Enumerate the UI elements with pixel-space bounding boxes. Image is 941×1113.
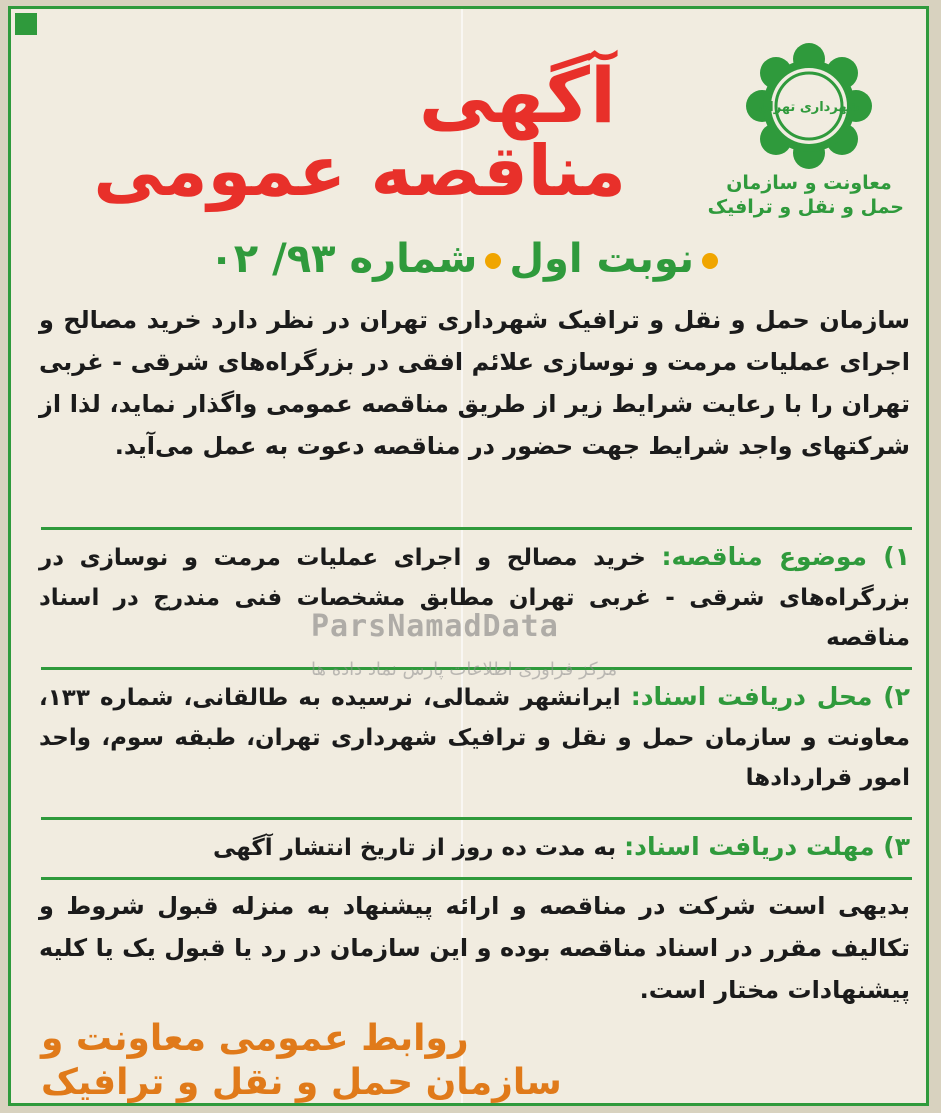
divider	[41, 877, 912, 880]
divider	[41, 527, 912, 530]
round-and-number	[209, 231, 726, 287]
notice-title: آگهی	[418, 51, 616, 140]
item-label: ۳) مهلت دریافت اسناد:	[624, 832, 910, 861]
org-name-line1: معاونت و سازمان	[726, 172, 892, 194]
watermark-subtitle: مرکز فراوری اطلاعات پارس نماد داده ها	[311, 659, 618, 680]
item-label: ۲) محل دریافت اسناد:	[630, 682, 910, 711]
item-deadline	[39, 827, 910, 868]
intro-paragraph: سازمان حمل و نقل و ترافیک شهرداری تهران در نظر دارد خرید مصالح و اجرای عملیات مرمت و نوسازی علائم افقی در بزرگراه‌های شرقی - غربی تهران را با رعایت شرایط زیر از طریق مناقصه عمومی واگذار نماید، لذا از شرکتهای واجد شرایط جهت حضور در مناقصه دعوت به عمل می‌آید.	[39, 306, 910, 460]
tehran-municipality-seal-icon	[744, 41, 874, 171]
public-relations-line2: سازمان حمل و نقل و ترافیک	[41, 1062, 562, 1103]
item-label: ۱) موضوع مناقصه:	[661, 542, 910, 571]
item-text: به مدت ده روز از تاریخ انتشار آگهی	[212, 835, 617, 861]
corner-marker	[15, 13, 37, 35]
divider	[41, 817, 912, 820]
watermark-brand: ParsNamadData	[311, 609, 559, 644]
public-relations-line1: روابط عمومی معاونت و	[41, 1018, 469, 1059]
bullet-dot-icon	[702, 253, 718, 269]
notice-subtitle: مناقصه عمومی	[93, 130, 626, 212]
item-text: ایرانشهر شمالی، نرسیده به طالقانی، شماره ۱۳۳، معاونت و سازمان حمل و نقل و ترافیک شهرداری تهران، طبقه سوم، واحد امور قراردادها	[39, 685, 910, 791]
seal-text: شهرداری تهران	[758, 100, 860, 115]
organization-logo	[707, 41, 904, 219]
closing-paragraph: بدیهی است شرکت در مناقصه و ارائه پیشنهاد به منزله قبول شروط و تکالیف مقرر در اسناد مناقصه بوده و این سازمان در رد یا قبول یک یا کلیه پیشنهادات مختار است.	[39, 892, 910, 1004]
item-document-location	[39, 677, 910, 798]
notice-number: شماره ۹۳/ ۰۲	[209, 236, 478, 282]
org-name-line2: حمل و نقل و ترافیک	[707, 196, 904, 218]
item-text: خرید مصالح و اجرای عملیات مرمت و نوسازی در بزرگراه‌های شرقی - غربی تهران مطابق مشخصات فنی مندرج در اسناد مناقصه	[39, 545, 910, 651]
bullet-dot-icon	[485, 253, 501, 269]
round-label: نوبت اول	[509, 236, 694, 282]
tender-notice	[8, 6, 929, 1106]
